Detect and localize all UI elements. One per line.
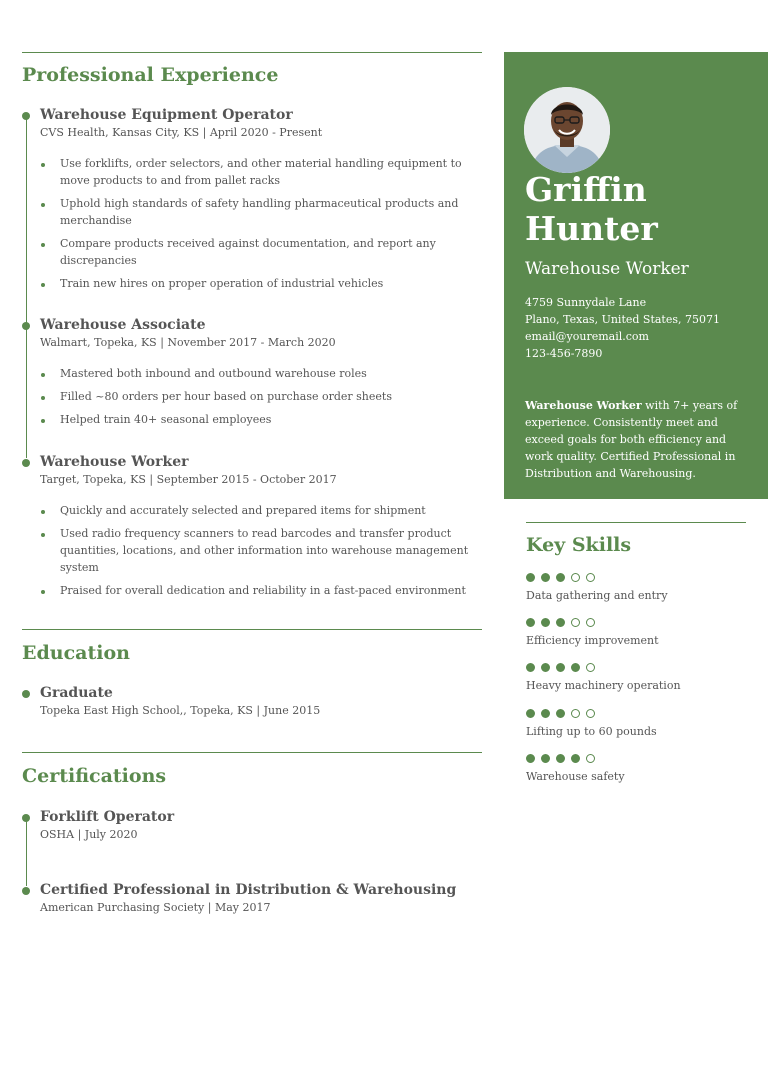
rating-dot-filled bbox=[556, 709, 565, 718]
skill-label: Warehouse safety bbox=[526, 770, 625, 783]
rating-dot-empty bbox=[571, 573, 580, 582]
address-line-2: Plano, Texas, United States, 75071 bbox=[525, 313, 720, 326]
timeline-dot bbox=[22, 112, 30, 120]
job-title: Warehouse Worker bbox=[40, 454, 189, 470]
rating-dot-empty bbox=[586, 754, 595, 763]
summary-role: Warehouse Worker bbox=[525, 399, 642, 412]
bullet-item: Praised for overall dedication and reliability in a fast-paced environment bbox=[60, 582, 480, 599]
rating-dot-filled bbox=[526, 573, 535, 582]
rating-dot-filled bbox=[526, 709, 535, 718]
certification-title: Certified Professional in Distribution & Warehousing bbox=[40, 882, 457, 898]
skill-label: Data gathering and entry bbox=[526, 589, 668, 602]
rating-dot-filled bbox=[541, 573, 550, 582]
bullet-item: Compare products received against documentation, and report any discrepancies bbox=[60, 235, 480, 269]
timeline-line bbox=[26, 118, 27, 458]
rating-dot-empty bbox=[571, 709, 580, 718]
timeline-line bbox=[26, 818, 27, 886]
bullet-item: Use forklifts, order selectors, and other material handling equipment to move products to and from pallet racks bbox=[60, 155, 480, 189]
skill-label: Efficiency improvement bbox=[526, 634, 659, 647]
rating-dot-filled bbox=[526, 754, 535, 763]
rating-dot-filled bbox=[526, 618, 535, 627]
avatar bbox=[524, 87, 610, 173]
phone: 123-456-7890 bbox=[525, 347, 603, 360]
profile-role: Warehouse Worker bbox=[525, 259, 689, 279]
skill-label: Lifting up to 60 pounds bbox=[526, 725, 657, 738]
skills-heading: Key Skills bbox=[526, 534, 632, 556]
skill-label: Heavy machinery operation bbox=[526, 679, 681, 692]
profile-name bbox=[525, 170, 658, 248]
email[interactable]: email@youremail.com bbox=[525, 330, 649, 343]
section-divider bbox=[526, 522, 746, 523]
bullet-item: Used radio frequency scanners to read barcodes and transfer product quantities, locations, and other information into warehouse management system bbox=[60, 525, 480, 576]
contact-info bbox=[525, 294, 720, 362]
profile-panel bbox=[504, 52, 768, 499]
profile-summary bbox=[525, 397, 749, 482]
timeline-dot bbox=[22, 814, 30, 822]
rating-dot-empty bbox=[571, 618, 580, 627]
rating-dot-filled bbox=[556, 663, 565, 672]
job-subtitle: Target, Topeka, KS | September 2015 - October 2017 bbox=[40, 473, 337, 486]
section-divider bbox=[22, 752, 482, 753]
job-bullets bbox=[60, 365, 480, 434]
first-name: Griffin bbox=[525, 170, 647, 209]
rating-dot-filled bbox=[541, 663, 550, 672]
education-subtitle: Topeka East High School,, Topeka, KS | June 2015 bbox=[40, 704, 321, 717]
rating-dot-filled bbox=[571, 754, 580, 763]
timeline-dot bbox=[22, 887, 30, 895]
section-divider bbox=[22, 629, 482, 630]
rating-dot-filled bbox=[571, 663, 580, 672]
bullet-item: Mastered both inbound and outbound warehouse roles bbox=[60, 365, 480, 382]
section-divider bbox=[22, 52, 482, 53]
rating-dot-empty bbox=[586, 663, 595, 672]
bullet-item: Quickly and accurately selected and prepared items for shipment bbox=[60, 502, 480, 519]
rating-dot-filled bbox=[541, 709, 550, 718]
experience-heading: Professional Experience bbox=[22, 64, 279, 86]
certification-subtitle: American Purchasing Society | May 2017 bbox=[40, 901, 271, 914]
bullet-item: Helped train 40+ seasonal employees bbox=[60, 411, 480, 428]
rating-dot-filled bbox=[541, 618, 550, 627]
timeline-dot bbox=[22, 690, 30, 698]
job-title: Warehouse Equipment Operator bbox=[40, 107, 293, 123]
certifications-heading: Certifications bbox=[22, 765, 167, 787]
summary-text: with 7+ years of experience. Consistently meet and exceed goals for both efficiency and work quality. Certified Professional in Distribution and Warehousing. bbox=[525, 399, 738, 480]
certification-subtitle: OSHA | July 2020 bbox=[40, 828, 138, 841]
job-subtitle: CVS Health, Kansas City, KS | April 2020 - Present bbox=[40, 126, 323, 139]
rating-dot-filled bbox=[556, 618, 565, 627]
education-heading: Education bbox=[22, 642, 130, 664]
person-photo-icon bbox=[524, 87, 610, 173]
education-title: Graduate bbox=[40, 685, 113, 701]
rating-dot-empty bbox=[586, 573, 595, 582]
bullet-item: Filled ~80 orders per hour based on purchase order sheets bbox=[60, 388, 480, 405]
certification-title: Forklift Operator bbox=[40, 809, 175, 825]
rating-dot-filled bbox=[556, 573, 565, 582]
timeline-dot bbox=[22, 459, 30, 467]
timeline-dot bbox=[22, 322, 30, 330]
bullet-item: Train new hires on proper operation of industrial vehicles bbox=[60, 275, 480, 292]
address-line-1: 4759 Sunnydale Lane bbox=[525, 296, 647, 309]
job-title: Warehouse Associate bbox=[40, 317, 206, 333]
bullet-item: Uphold high standards of safety handling pharmaceutical products and merchandise bbox=[60, 195, 480, 229]
rating-dot-filled bbox=[526, 663, 535, 672]
rating-dot-filled bbox=[556, 754, 565, 763]
rating-dot-empty bbox=[586, 709, 595, 718]
rating-dot-empty bbox=[586, 618, 595, 627]
job-bullets bbox=[60, 155, 480, 298]
last-name: Hunter bbox=[525, 209, 658, 248]
job-bullets bbox=[60, 502, 480, 605]
job-subtitle: Walmart, Topeka, KS | November 2017 - March 2020 bbox=[40, 336, 336, 349]
rating-dot-filled bbox=[541, 754, 550, 763]
